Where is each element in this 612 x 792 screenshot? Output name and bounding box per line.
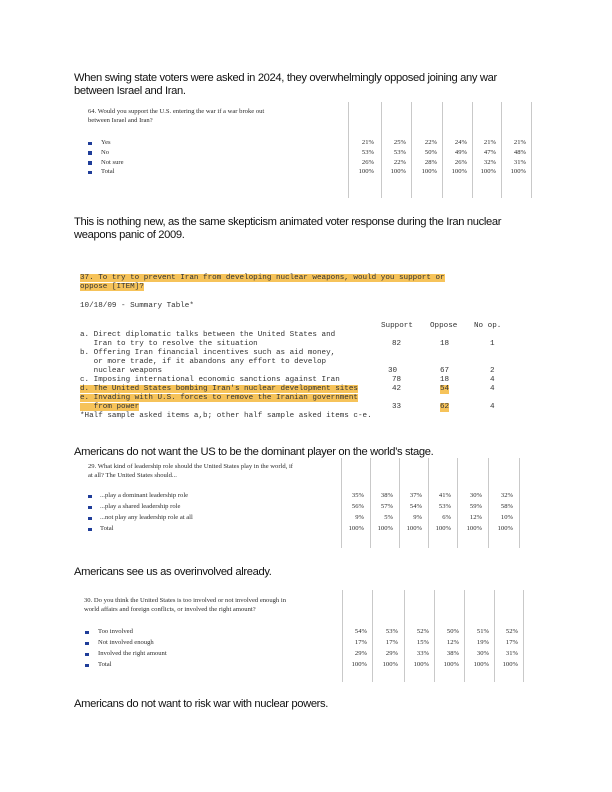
poll-question: 64. Would you support the U.S. entering the war if a war broke out between Israel and Iran? bbox=[88, 108, 265, 124]
value-cell: 53% bbox=[361, 148, 374, 156]
value-cell: 32% bbox=[483, 158, 496, 166]
value-cell: 100% bbox=[421, 168, 437, 176]
value-cell: 57% bbox=[380, 503, 393, 510]
date-line: 10/18/09 - Summary Table* bbox=[80, 302, 194, 310]
value-cell: 52% bbox=[416, 628, 429, 635]
value-cell: 10% bbox=[500, 514, 513, 521]
poll-question: 29. What kind of leadership role should the United States play in the world, if at all? The United States should... bbox=[88, 463, 293, 479]
row-label: Total bbox=[98, 661, 112, 668]
bullet-icon bbox=[88, 506, 92, 510]
value-cell: 4 bbox=[490, 385, 495, 393]
item-b: b. Offering Iran financial incentives such as aid money, bbox=[80, 349, 336, 357]
value-cell: 25% bbox=[393, 139, 406, 146]
value-cell: 26% bbox=[454, 158, 467, 166]
value-cell: 4 bbox=[490, 376, 495, 384]
value-cell: 100% bbox=[480, 168, 496, 176]
value-cell: 100% bbox=[348, 525, 364, 532]
value-cell: 100% bbox=[390, 168, 406, 176]
row-label: No bbox=[101, 148, 110, 156]
table-row bbox=[88, 149, 532, 158]
value-cell: 21% bbox=[513, 139, 526, 146]
value-cell: 53% bbox=[438, 503, 451, 510]
poll-question: 30. Do you think the United States is too involved or not involved enough in world affairs and foreign conflicts, or involved the right amount? bbox=[84, 597, 287, 613]
row-label: ...not play any leadership role at all bbox=[100, 514, 193, 521]
value-cell: 58% bbox=[500, 503, 513, 510]
value-cell: 54% bbox=[409, 503, 422, 510]
value-cell: 100% bbox=[451, 168, 467, 176]
value-cell: 21% bbox=[361, 139, 374, 146]
heading-dominant-player: Americans do not want the US to be the dominant player on the world’s stage. bbox=[74, 446, 434, 458]
value-cell: 31% bbox=[505, 650, 518, 657]
value-cell: 22% bbox=[424, 139, 437, 146]
item-d: d. The United States bombing Iran's nuclear development sites bbox=[80, 385, 358, 393]
value-cell: 33 bbox=[392, 403, 402, 411]
item-b: nuclear weapons bbox=[80, 367, 163, 375]
value-cell: 53% bbox=[393, 148, 406, 156]
value-cell: 49% bbox=[454, 148, 467, 156]
value-cell: 62 bbox=[440, 403, 450, 411]
value-cell: 59% bbox=[469, 503, 482, 510]
poll-table-29 bbox=[88, 458, 520, 548]
value-cell: 52% bbox=[505, 628, 518, 635]
value-cell: 17% bbox=[505, 639, 518, 646]
row-label: Total bbox=[100, 525, 114, 532]
table-row bbox=[88, 492, 520, 501]
value-cell: 100% bbox=[435, 525, 451, 532]
value-cell: 15% bbox=[416, 639, 429, 646]
value-cell: 21% bbox=[483, 139, 496, 146]
poll-question: oppose [ITEM]? bbox=[80, 283, 144, 291]
value-cell: 53% bbox=[385, 628, 398, 635]
value-cell: 50% bbox=[446, 628, 459, 635]
value-cell: 30% bbox=[476, 650, 489, 657]
value-cell: 18 bbox=[440, 340, 450, 348]
value-cell: 9% bbox=[355, 514, 364, 521]
bullet-icon bbox=[88, 517, 92, 521]
table-row bbox=[88, 525, 520, 534]
table-row bbox=[88, 168, 532, 177]
value-cell: 100% bbox=[497, 525, 513, 532]
value-cell: 29% bbox=[385, 650, 398, 657]
value-cell: 6% bbox=[442, 514, 451, 521]
value-cell: 18 bbox=[440, 376, 450, 384]
value-cell: 82 bbox=[392, 340, 402, 348]
value-cell: 78 bbox=[392, 376, 402, 384]
value-cell: 12% bbox=[469, 514, 482, 521]
value-cell: 19% bbox=[476, 639, 489, 646]
row-label: ...play a shared leadership role bbox=[100, 503, 181, 510]
bullet-icon bbox=[88, 161, 92, 165]
value-cell: 17% bbox=[385, 639, 398, 646]
poll-table-37 bbox=[80, 272, 500, 424]
bullet-icon bbox=[85, 642, 89, 646]
bullet-icon bbox=[85, 653, 89, 657]
value-cell: 38% bbox=[446, 650, 459, 657]
value-cell: 48% bbox=[513, 148, 526, 156]
table-row bbox=[84, 639, 524, 648]
item-e: from power bbox=[80, 403, 140, 411]
value-cell: 41% bbox=[438, 492, 451, 499]
table-row bbox=[84, 628, 524, 637]
value-cell: 31% bbox=[513, 158, 526, 166]
value-cell: 100% bbox=[413, 661, 429, 668]
value-cell: 100% bbox=[473, 661, 489, 668]
value-cell: 38% bbox=[380, 492, 393, 499]
row-label: ...play a dominant leadership role bbox=[100, 492, 189, 499]
poll-table-30 bbox=[84, 590, 524, 682]
value-cell: 51% bbox=[476, 628, 489, 635]
table-row bbox=[88, 139, 532, 148]
value-cell: 100% bbox=[502, 661, 518, 668]
item-b: or more trade, if it abandons any effort to develop bbox=[80, 358, 327, 366]
table-row bbox=[88, 503, 520, 512]
value-cell: 54% bbox=[354, 628, 367, 635]
row-label: Not sure bbox=[101, 158, 124, 166]
item-c: c. Imposing international economic sanctions against Iran bbox=[80, 376, 340, 384]
row-label: Not involved enough bbox=[98, 639, 154, 646]
item-e: e. Invading with U.S. forces to remove the Iranian government bbox=[80, 394, 358, 402]
value-cell: 56% bbox=[351, 503, 364, 510]
value-cell: 2 bbox=[490, 367, 495, 375]
table-row bbox=[88, 514, 520, 523]
poll-table-64 bbox=[88, 102, 532, 198]
value-cell: 35% bbox=[351, 492, 364, 499]
table-row bbox=[84, 661, 524, 670]
value-cell: 47% bbox=[483, 148, 496, 156]
heading-nuclear-powers: Americans do not want to risk war with nuclear powers. bbox=[74, 698, 329, 710]
value-cell: 54 bbox=[440, 385, 450, 393]
value-cell: 50% bbox=[424, 148, 437, 156]
heading-swing-state: When swing state voters were asked in 2024, they overwhelmingly opposed joining any war between Israel and Iran. bbox=[74, 72, 497, 97]
value-cell: 67 bbox=[440, 367, 450, 375]
value-cell: 30 bbox=[388, 367, 398, 375]
value-cell: 37% bbox=[409, 492, 422, 499]
value-cell: 5% bbox=[384, 514, 393, 521]
value-cell: 33% bbox=[416, 650, 429, 657]
value-cell: 29% bbox=[354, 650, 367, 657]
item-a: a. Direct diplomatic talks between the United States and bbox=[80, 331, 336, 339]
value-cell: 17% bbox=[354, 639, 367, 646]
value-cell: 100% bbox=[382, 661, 398, 668]
value-cell: 100% bbox=[466, 525, 482, 532]
row-label: Yes bbox=[101, 139, 111, 146]
bullet-icon bbox=[85, 664, 89, 668]
bullet-icon bbox=[88, 171, 92, 175]
value-cell: 100% bbox=[377, 525, 393, 532]
value-cell: 100% bbox=[510, 168, 526, 176]
value-cell: 1 bbox=[490, 340, 495, 348]
value-cell: 4 bbox=[490, 403, 495, 411]
value-cell: 32% bbox=[500, 492, 513, 499]
value-cell: 22% bbox=[393, 158, 406, 166]
row-label: Too involved bbox=[98, 628, 133, 635]
value-cell: 24% bbox=[454, 139, 467, 146]
bullet-icon bbox=[88, 528, 92, 532]
row-label: Total bbox=[101, 168, 115, 176]
value-cell: 9% bbox=[413, 514, 422, 521]
row-label: Involved the right amount bbox=[98, 650, 167, 657]
value-cell: 100% bbox=[351, 661, 367, 668]
col-header-support: Support bbox=[381, 322, 413, 330]
value-cell: 12% bbox=[446, 639, 459, 646]
col-header-no-opinion: No op. bbox=[474, 322, 502, 330]
value-cell: 100% bbox=[443, 661, 459, 668]
heading-nuclear-panic: This is nothing new, as the same skepticism animated voter response during the Iran nuclear weapons panic of 2009. bbox=[74, 216, 502, 241]
value-cell: 100% bbox=[358, 168, 374, 176]
item-a: Iran to try to resolve the situation bbox=[80, 340, 258, 348]
bullet-icon bbox=[88, 151, 92, 155]
footnote: *Half sample asked items a,b; other half sample asked items c-e. bbox=[80, 412, 372, 420]
table-row bbox=[88, 159, 532, 168]
bullet-icon bbox=[88, 495, 92, 499]
bullet-icon bbox=[88, 142, 92, 146]
heading-overinvolved: Americans see us as overinvolved already. bbox=[74, 566, 272, 578]
value-cell: 26% bbox=[361, 158, 374, 166]
table-row bbox=[84, 650, 524, 659]
value-cell: 30% bbox=[469, 492, 482, 499]
value-cell: 100% bbox=[406, 525, 422, 532]
bullet-icon bbox=[85, 631, 89, 635]
value-cell: 42 bbox=[392, 385, 402, 393]
poll-question: 37. To try to prevent Iran from developing nuclear weapons, would you support or bbox=[80, 274, 445, 282]
col-header-oppose: Oppose bbox=[430, 322, 458, 330]
value-cell: 28% bbox=[424, 158, 437, 166]
